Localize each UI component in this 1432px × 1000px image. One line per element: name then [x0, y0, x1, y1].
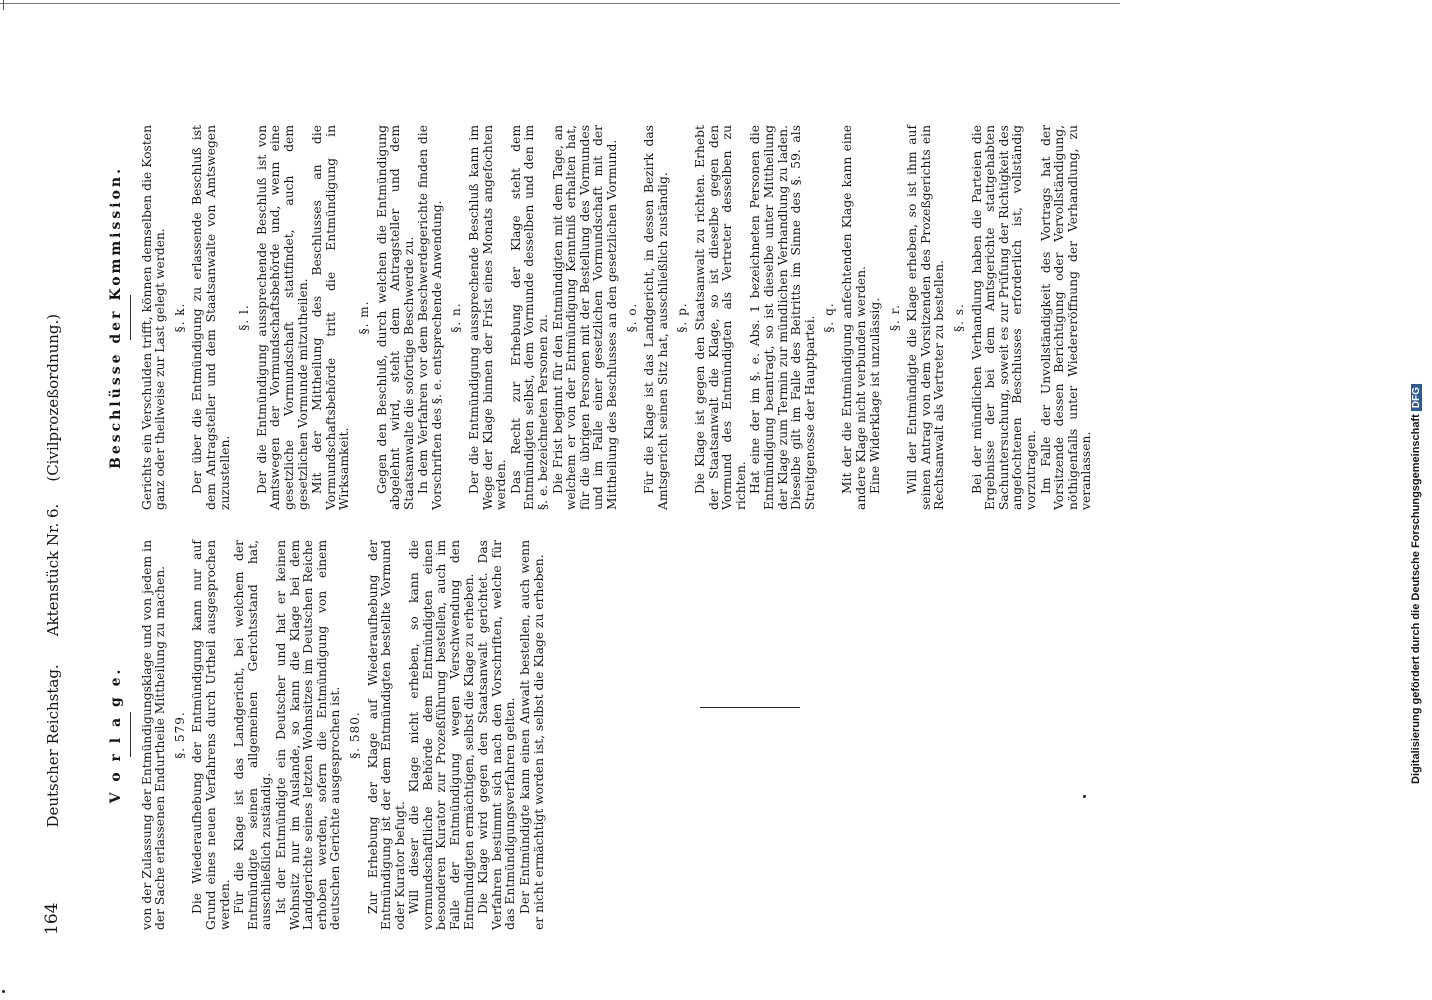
heading-rule [130, 295, 131, 340]
right-paragraph: Will der Entmündigte die Klage erheben, so ist ihm auf seinen Antrag von dem Vorsitzenden des Prozeßgerichts ein Rechtsanwalt als Vertreter zu bestellen. [905, 125, 947, 510]
right-paragraph: Gerichts ein Verschulden trifft, können demselben die Kosten ganz oder theilweise zur Last gelegt werden. [139, 125, 168, 510]
running-header [32, 65, 62, 935]
right-column-heading: Beschlüsse der Kommission. [108, 166, 124, 469]
digitization-notice [1406, 380, 1426, 1000]
left-paragraph: Für die Klage ist das Landgericht, bei welchem der Entmündigte seinen allgemeinen Gerichtsstand hat, ausschließlich zuständig. [232, 540, 274, 930]
left-paragraph: Die Wiederaufhebung der Entmündigung kann nur auf Grund eines neuen Verfahrens durch Urtheil ausgesprochen werden. [190, 540, 232, 930]
section-marker: §. p. [675, 302, 690, 333]
section-marker: §. k. [172, 302, 187, 333]
right-paragraph: Hat eine der im §. e. Abs. 1 bezeichneten Personen die Entmündigung beantragt, so ist dieselbe unter Mittheilung der Klage zum Termin zur mündlichen Verhandlung zu laden. Dieselbe gilt im Falle des Beitritts im Sinne des §. 59. als Streitgenosse der Hauptpartei. [748, 125, 817, 510]
left-column-heading: V o r l a g e. [108, 666, 124, 804]
left-paragraph: Der Entmündigte kann einen Anwalt bestellen, auch wenn er nicht ermächtigt worden ist, selbst die Klage zu erheben. [518, 540, 546, 930]
right-column [108, 125, 1095, 510]
dfg-logo-badge: DFG [1411, 384, 1422, 411]
section-marker: §. n. [449, 302, 464, 333]
right-paragraph: Mit der die Entmündigung anfechtenden Klage kann eine andere Klage nicht verbunden werden. [839, 125, 868, 510]
section-marker: §. 580. [347, 711, 362, 759]
section-marker: §. m. [356, 300, 371, 335]
right-paragraph: Eine Widerklage ist unzulässig. [868, 297, 883, 494]
page-number: 164 [42, 902, 62, 935]
left-paragraph: Will dieser die Klage nicht erheben, so kann die vormundschaftliche Behörde dem Entmündigten einen besonderen Kurator zur Prozeßführung bestellen, auch im Falle der Entmündigung wegen Verschwendung den Entmündigten ermächtigen, selbst die Klage zu erheben. [407, 540, 476, 930]
header-subject: (Civilprozeßordnung.) [44, 313, 62, 482]
left-paragraph: Ist der Entmündigte ein Deutscher und hat er keinen Wohnsitz nur im Auslande, so kann die Klage bei dem Landgerichte seines letzten Wohnsitzes im Deutschen Reiche erhoben werden, sofern die Entmündigung von einem deutschen Gerichte ausgesprochen ist. [273, 540, 343, 930]
left-paragraph: Zur Erhebung der Klage auf Wiederaufhebung der Entmündigung ist der dem Entmündigten bestellte Vormund oder Kurator befugt. [365, 540, 407, 930]
digitization-note-text: Digitalisierung gefördert durch die Deutsche Forschungsgemeinschaft [1410, 414, 1422, 784]
section-marker: §. r. [887, 304, 902, 331]
right-paragraph: Gegen den Beschluß, durch welchen die Entmündigung abgelehnt wird, steht dem Antragsteller und dem Staatsanwalte die sofortige Beschwerde zu. [374, 125, 416, 510]
right-paragraph: Bei der mündlichen Verhandlung haben die Parteien die Ergebnisse der bei dem Amtsgerichte stattgehabten Sachuntersuchung, soweit es zur Prüfung der Richtigkeit des angefochtenen Beschlusses erforderlich ist, vollständig vorzutragen. [969, 125, 1039, 510]
right-paragraph: Für die Klage ist das Landgericht, in dessen Bezirk das Amtsgericht seinen Sitz hat, ausschließlich zuständig. [642, 125, 670, 510]
left-paragraph: von der Zulassung der Entmündigungsklage und von jedem in der Sache erlassenen Endurtheile Mittheilung zu machen. [139, 540, 168, 930]
right-paragraph: In dem Verfahren vor dem Beschwerdegerichte finden die Vorschriften des §. e. entsprechende Anwendung. [416, 125, 444, 510]
header-left-title: Deutscher Reichstag. [44, 664, 62, 828]
column-end-rule [700, 707, 800, 708]
section-marker: §. o. [624, 302, 639, 333]
right-paragraph: Der die Entmündigung aussprechende Beschluß ist von Amtswegen der Vormundschaftsbehörde und, wenn eine gesetzliche Vormundschaft stattfindet, auch dem gesetzlichen Vormunde mitzutheilen. [254, 125, 310, 510]
right-paragraph: Die Frist beginnt für den Entmündigten mit dem Tage, an welchem er von der Entmündigung Kenntniß erhalten hat, für die übrigen Personen mit der Bestellung des Vormundes und im Falle einer gesetzlichen Vormundschaft mit der Mittheilung des Beschlusses an den gesetzlichen Vormund. [550, 125, 619, 510]
section-marker: §. q. [822, 302, 837, 333]
left-column [108, 540, 547, 930]
section-marker: §. 579. [172, 711, 187, 759]
section-marker: §. l. [237, 304, 252, 331]
scan-speck [2, 990, 5, 993]
header-attachment: Aktenstück Nr. 6. [44, 503, 62, 637]
right-paragraph: Die Klage ist gegen den Staatsanwalt zu richten. Erhebt der Staatsanwalt die Klage, so ist dieselbe gegen den Vormund des Entmündigten als Vertreter desselben zu richten. [692, 125, 748, 510]
left-paragraph: Die Klage wird gegen den Staatsanwalt gerichtet. Das Verfahren bestimmt sich nach den Vorschriften, welche für das Entmündigungsverfahren gelten. [476, 540, 518, 930]
right-paragraph: Der die Entmündigung aussprechende Beschluß kann im Wege der Klage binnen der Frist eines Monats angefochten werden. [467, 125, 509, 510]
right-paragraph: Das Recht zur Erhebung der Klage steht dem Entmündigten selbst, dem Vormunde desselben und den im §. e. bezeichneten Personen zu. [508, 125, 551, 510]
right-paragraph: Mit der Mittheilung des Beschlusses an die Vormundschaftsbehörde tritt die Entmündigung in Wirksamkeit. [310, 125, 352, 510]
right-paragraph: Der über die Entmündigung zu erlassende Beschluß ist dem Antragsteller und dem Staatsanwalte von Amtswegen zuzustellen. [190, 125, 232, 510]
heading-rule [130, 713, 131, 758]
scan-speck [1083, 795, 1086, 798]
section-marker: §. s. [952, 303, 967, 332]
right-paragraph: Im Falle der Unvollständigkeit des Vortrags hat der Vorsitzende dessen Berichtigung oder Vervollständigung, nöthigenfalls unter Wiedereröffnung der Verhandlung, zu veranlassen. [1038, 125, 1094, 510]
